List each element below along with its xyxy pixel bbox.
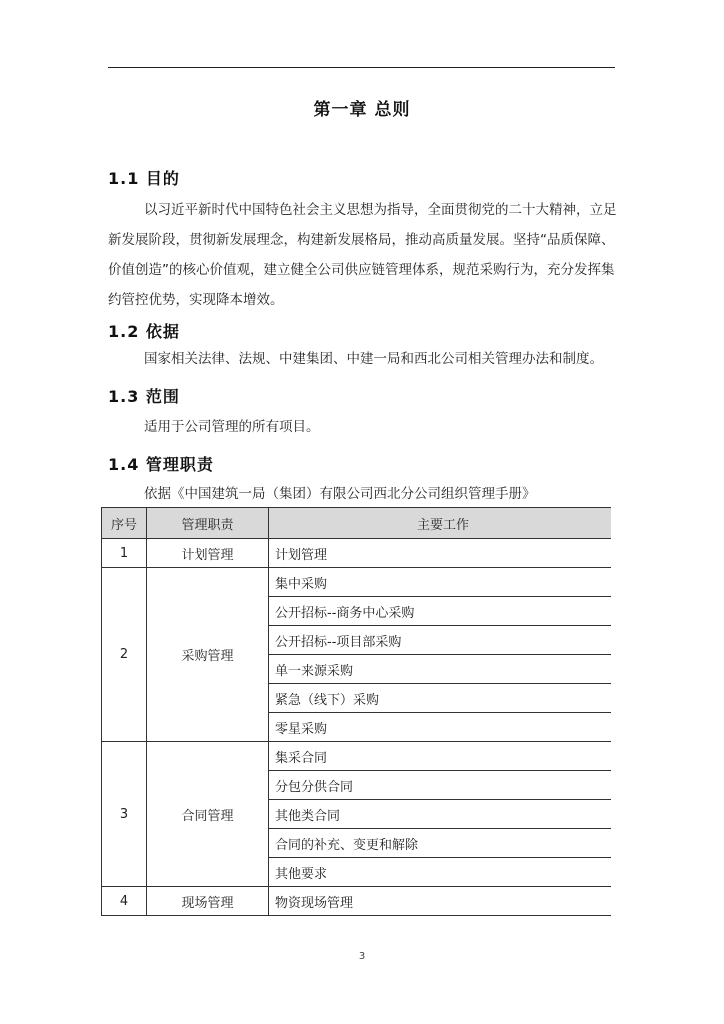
- cell-work: 零星采购: [269, 713, 612, 742]
- header-rule: [108, 67, 615, 68]
- cell-no: 3: [102, 742, 147, 887]
- table-row: [102, 742, 612, 771]
- header-duty: 管理职责: [147, 508, 269, 539]
- section-heading-responsibility: 1.4 管理职责: [108, 455, 214, 474]
- cell-work: 其他类合同: [269, 800, 612, 829]
- cell-work: 计划管理: [269, 539, 612, 568]
- cell-duty: 现场管理: [147, 887, 269, 916]
- header-no: 序号: [102, 508, 147, 539]
- table-row: [102, 887, 612, 916]
- cell-no: 4: [102, 887, 147, 916]
- cell-work: 公开招标--项目部采购: [269, 626, 612, 655]
- table-row: [102, 539, 612, 568]
- purpose-text: 以习近平新时代中国特色社会主义思想为指导，全面贯彻党的二十大精神，立足新发展阶段，贯彻新发展理念，构建新发展格局，推动高质量发展。坚持“品质保障、价值创造”的核心价值观，建立健全公司供应链管理体系，规范采购行为，充分发挥集约管控优势，实现降本增效。: [108, 202, 617, 308]
- cell-work: 集采合同: [269, 742, 612, 771]
- cell-work: 集中采购: [269, 568, 612, 597]
- section-heading-basis: 1.2 依据: [108, 322, 180, 341]
- section-text-basis: [108, 344, 618, 374]
- cell-work: 紧急（线下）采购: [269, 684, 612, 713]
- scope-text: 适用于公司管理的所有项目。: [144, 419, 320, 435]
- cell-work: 单一来源采购: [269, 655, 612, 684]
- chapter-title: 第一章 总则: [313, 100, 411, 120]
- basis-text: 国家相关法律、法规、中建集团、中建一局和西北公司相关管理办法和制度。: [144, 351, 603, 367]
- table-header-row: [102, 508, 612, 539]
- section-heading-scope: 1.3 范围: [108, 387, 180, 406]
- cell-work: 合同的补充、变更和解除: [269, 829, 612, 858]
- header-work: 主要工作: [269, 508, 612, 539]
- cell-duty: 采购管理: [147, 568, 269, 742]
- page-number: 3: [358, 951, 366, 962]
- cell-duty: 合同管理: [147, 742, 269, 887]
- cell-no: 1: [102, 539, 147, 568]
- section-heading-purpose: 1.1 目的: [108, 169, 180, 188]
- cell-duty: 计划管理: [147, 539, 269, 568]
- section-text-responsibility: [108, 479, 618, 509]
- section-text-purpose: [108, 195, 618, 315]
- cell-work: 其他要求: [269, 858, 612, 887]
- responsibility-text: 依据《中国建筑一局（集团）有限公司西北分公司组织管理手册》: [144, 486, 536, 502]
- responsibility-table: [101, 507, 611, 916]
- cell-work: 公开招标--商务中心采购: [269, 597, 612, 626]
- cell-work: 分包分供合同: [269, 771, 612, 800]
- cell-no: 2: [102, 568, 147, 742]
- section-text-scope: [108, 412, 618, 442]
- cell-work: 物资现场管理: [269, 887, 612, 916]
- table-row: [102, 568, 612, 597]
